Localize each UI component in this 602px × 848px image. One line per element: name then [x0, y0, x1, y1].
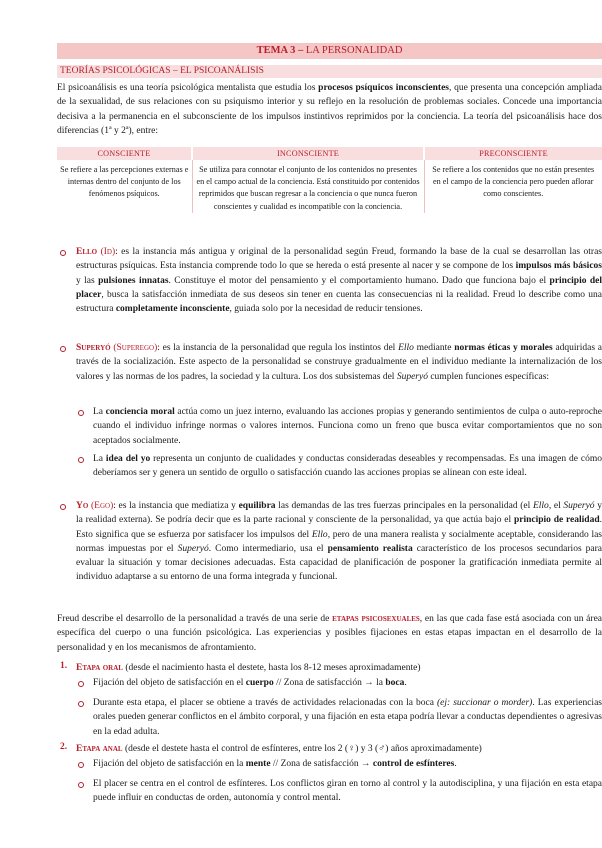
etapa-oral-item-1: Fijación del objeto de satisfacción en el cuerpo // Zona de satisfacción → la boca. [93, 678, 407, 688]
etapa-anal-heading: Etapa anal (desde el destete hasta el control de esfínteres, entre los 2 (♀) y 3 (♂) años aproximadamente) [76, 744, 482, 754]
title-rest: LA PERSONALIDAD [303, 45, 403, 56]
page-title [57, 43, 602, 59]
table-cell-inconsciente: Se utiliza para connotar el conjunto de los contenidos no presentes en el campo actual de la conciencia. Está constituido por contenidos reprimidos que buscan regresar a la conciencia o que nunca fueron conscientes y cualidad es incompatible con la conciencia. [192, 160, 424, 213]
bullet-icon [60, 250, 66, 256]
bullet-icon [78, 410, 84, 416]
table-header-preconsciente: PRECONSCIENTE [424, 147, 602, 160]
table-cell-preconsciente: Se refiere a los contenidos que no están presentes en el campo de la conciencia pero pueden aflorar como conscientes. [432, 165, 595, 199]
table-header-consciente: CONSCIENTE [57, 147, 192, 160]
bullet-icon [60, 346, 66, 352]
conciencia-moral-item: La conciencia moral actúa como un juez interno, evaluando las acciones propias y generando sentimientos de culpa o auto-reproche cuando el individuo infringe normas o valores internos. Funciona como un freno que busca evitar comportamientos que no son aceptados socialmente. [93, 407, 602, 446]
etapa-oral-item-2: Durante esta etapa, el placer se obtiene a través de actividades relacionadas con la boca (ej: succionar o morder). Las experiencias orales pueden generar conflictos en el ámbito corporal, y una fijación en esta etapa podría llevar a conductas dependientes o agresivas en la edad adulta. [93, 698, 602, 737]
title-bold: TEMA 3 – [256, 45, 304, 56]
bullet-icon [78, 457, 84, 463]
etapa-anal-item-1: Fijación del objeto de satisfacción en la mente // Zona de satisfacción → control de esfínteres. [93, 759, 457, 769]
etapa-anal-item-2: El placer se centra en el control de esfínteres. Los conflictos giran en torno al control y la autodisciplina, y una fijación en esta etapa puede influir en conductas de orden, autonomía y control mental. [93, 779, 602, 804]
table-cell-consciente: Se refiere a las percepciones externas e internas dentro del conjunto de los fenómenos psíquicos. [57, 160, 192, 213]
bullet-icon [78, 782, 84, 788]
section-heading: TEORÍAS PSICOLÓGICAS – EL PSICOANÁLISIS [57, 65, 602, 78]
yo-paragraph: Yo (Ego): es la instancia que mediatiza y equilibra las demandas de las tres fuerzas principales en la personalidad (el Ello, el Superyó y la realidad externa). Se podría decir que es la parte racional y consciente de la personalidad, ya que actúa bajo el principio de realidad. Esto significa que se esfuerza por satisfacer los impulsos del Ello, pero de una manera realista y socialmente aceptable, considerando las normas impuestas por el Superyó. Como intermediario, usa el pensamiento realista característico de los procesos secundarios para evaluar la situación y tomar decisiones adecuadas. Esta capacidad de planificación de posponer la gratificación inmediata permite al individuo adaptarse a su entorno de una forma integrada y funcional. [76, 501, 602, 583]
table-header-inconsciente: INCONSCIENTE [192, 147, 424, 160]
intro-paragraph: El psicoanálisis es una teoría psicológica mentalista que estudia los procesos psíquicos inconscientes, que presenta una concepción ampliada de la sexualidad, de sus relaciones con su psiquismo interior y su reflejo en la resolución de problemas sociales. Concede una importancia decisiva a la permanencia en el subconsciente de los impulsos instintivos reprimidos por la conciencia. La teoría del psicoanálisis hace dos diferencias (1ª y 2ª), entre: [57, 83, 602, 136]
etapa-oral-heading: Etapa oral (desde el nacimiento hasta el destete, hasta los 8-12 meses aproximadamente) [76, 663, 421, 673]
ello-paragraph: Ello (Id): es la instancia más antigua y original de la personalidad según Freud, formando la base de la cual se desarrollan las otras estructuras psíquicas. Esta instancia comprende todo lo que se hereda o está presente al nacer y se compone de los impulsos más básicos y las pulsiones innatas. Constituye el motor del pensamiento y el comportamiento humano. Dado que funciona bajo el principio del placer, busca la satisfacción inmediata de sus deseos sin tener en cuenta las consecuencias ni la realidad. Freud lo describe como una estructura completamente inconsciente, guiada solo por la necesidad de reducir tensiones. [76, 247, 602, 315]
bullet-icon [78, 681, 84, 687]
bullet-icon [78, 701, 84, 707]
etapa-2-number: 2. [60, 742, 68, 752]
etapa-1-number: 1. [60, 661, 68, 671]
comparison-table [57, 147, 602, 213]
bullet-icon [78, 762, 84, 768]
bullet-icon [60, 504, 66, 510]
idea-del-yo-item: La idea del yo representa un conjunto de cualidades y conductas consideradas deseables y recompensadas. Es una imagen de cómo deberíamos ser y genera un sentido de orgullo o satisfacción cuando las acciones propias se alinean con este ideal. [93, 454, 602, 479]
etapas-intro-paragraph: Freud describe el desarrollo de la personalidad a través de una serie de etapas psicosexuales, en las que cada fase está asociada con un área específica del cuerpo o una función psicológica. Las experiencias y posibles fijaciones en estas etapas impactan en el desarrollo de la personalidad y en los mecanismos de afrontamiento. [57, 614, 602, 653]
superyo-paragraph: Superyó (Superego): es la instancia de la personalidad que regula los instintos del Ello mediante normas éticas y morales adquiridas a través de la socialización. Este aspecto de la personalidad se construye gradualmente en el individuo mediante la internalización de los valores y las normas de los padres, la sociedad y la cultura. Los dos subsistemas del Superyó cumplen funciones específicas: [76, 343, 602, 382]
